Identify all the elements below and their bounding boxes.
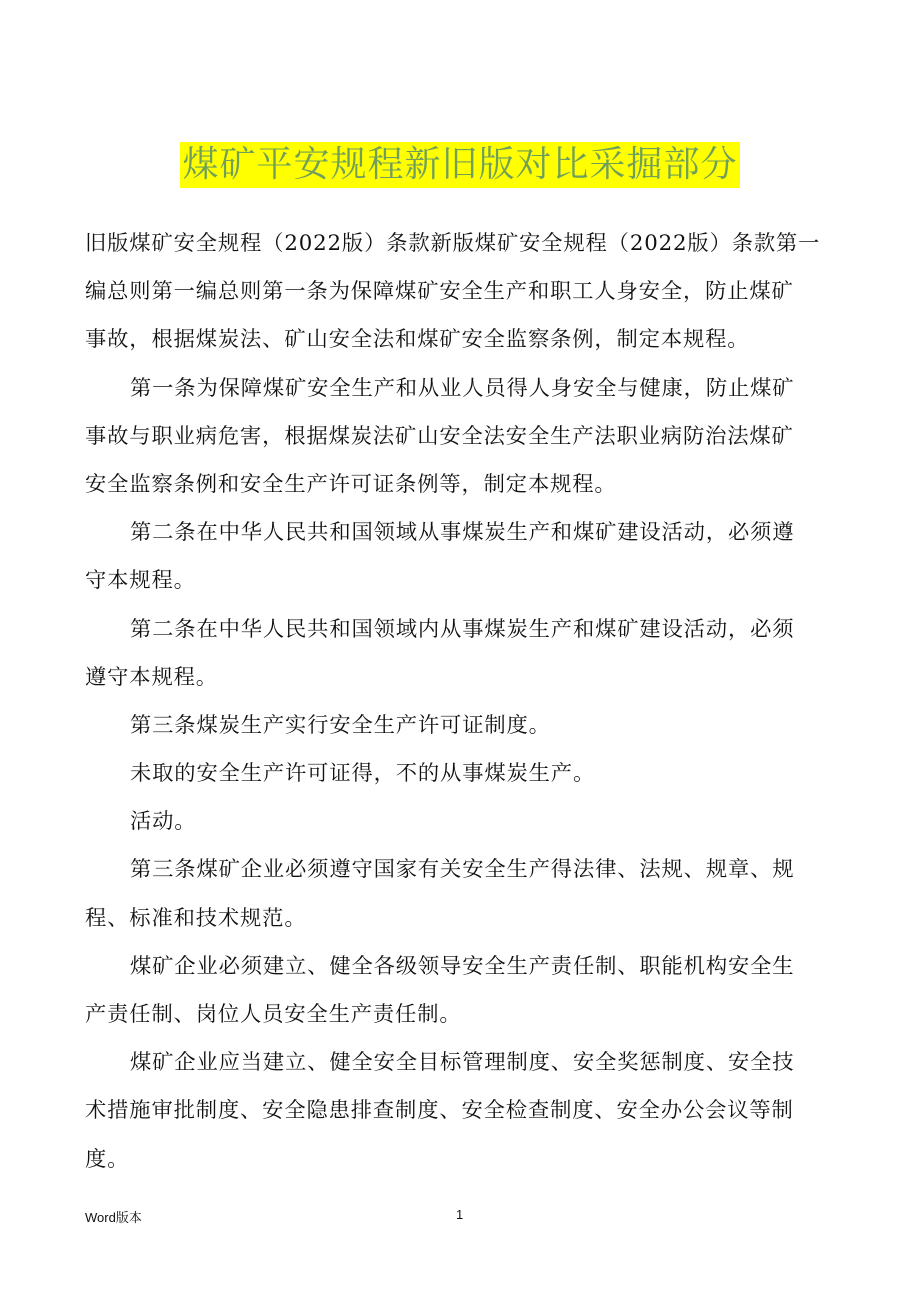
paragraph-line: 第一条为保障煤矿安全生产和从业人员得人身安全与健康，防止煤矿 (130, 375, 795, 401)
paragraph-line: 产责任制、岗位人员安全生产责任制。 (85, 1002, 462, 1027)
paragraph-line: 煤矿企业应当建立、健全安全目标管理制度、安全奖惩制度、安全技 (130, 1050, 795, 1076)
paragraph-line: 遵守本规程。 (85, 664, 218, 690)
paragraph (85, 509, 845, 605)
paragraph-line: 旧版煤矿安全规程（2022版）条款新版煤矿安全规程（2022版）条款第一 (85, 231, 821, 256)
paragraph (85, 606, 845, 702)
paragraph-line: 第三条煤炭生产实行安全生产许可证制度。 (130, 712, 551, 738)
paragraph (85, 750, 845, 798)
paragraph-line: 度。 (85, 1146, 130, 1172)
paragraph (85, 846, 845, 942)
paragraph (85, 365, 845, 510)
footer-label: Word版本 (85, 1210, 142, 1225)
paragraph-line: 程、标准和技术规范。 (85, 905, 307, 931)
document-title: 煤矿平安规程新旧版对比采掘部分 (180, 142, 739, 188)
paragraph-line: 事故与职业病危害，根据煤炭法矿山安全法安全生产法职业病防治法煤矿 (85, 423, 794, 449)
paragraph (85, 220, 845, 365)
paragraph-line: 守本规程。 (85, 568, 196, 594)
paragraph (85, 798, 845, 846)
paragraph (85, 702, 845, 750)
paragraph-line: 第二条在中华人民共和国领域从事煤炭生产和煤矿建设活动，必须遵 (130, 520, 795, 546)
paragraph-line: 煤矿企业必须建立、健全各级领导安全生产责任制、职能机构安全生 (130, 953, 795, 979)
paragraph-line: 术措施审批制度、安全隐患排查制度、安全检查制度、安全办公会议等制 (85, 1098, 794, 1124)
paragraph (85, 1039, 845, 1184)
paragraph-line: 活动。 (130, 809, 197, 835)
paragraph-line: 编总则第一编总则第一条为保障煤矿安全生产和职工人身安全，防止煤矿 (85, 279, 794, 305)
page-number: 1 (456, 1207, 464, 1222)
paragraph-line: 安全监察条例和安全生产许可证条例等，制定本规程。 (85, 471, 617, 497)
paragraph-line: 事故，根据煤炭法、矿山安全法和煤矿安全监察条例，制定本规程。 (85, 327, 750, 353)
paragraph-line: 第二条在中华人民共和国领域内从事煤炭生产和煤矿建设活动，必须 (130, 616, 795, 642)
document-body (85, 220, 845, 1184)
title-container (0, 142, 920, 188)
paragraph-line: 第三条煤矿企业必须遵守国家有关安全生产得法律、法规、规章、规 (130, 857, 795, 883)
paragraph-line: 未取的安全生产许可证得，不的从事煤炭生产。 (130, 761, 596, 787)
paragraph (85, 943, 845, 1039)
